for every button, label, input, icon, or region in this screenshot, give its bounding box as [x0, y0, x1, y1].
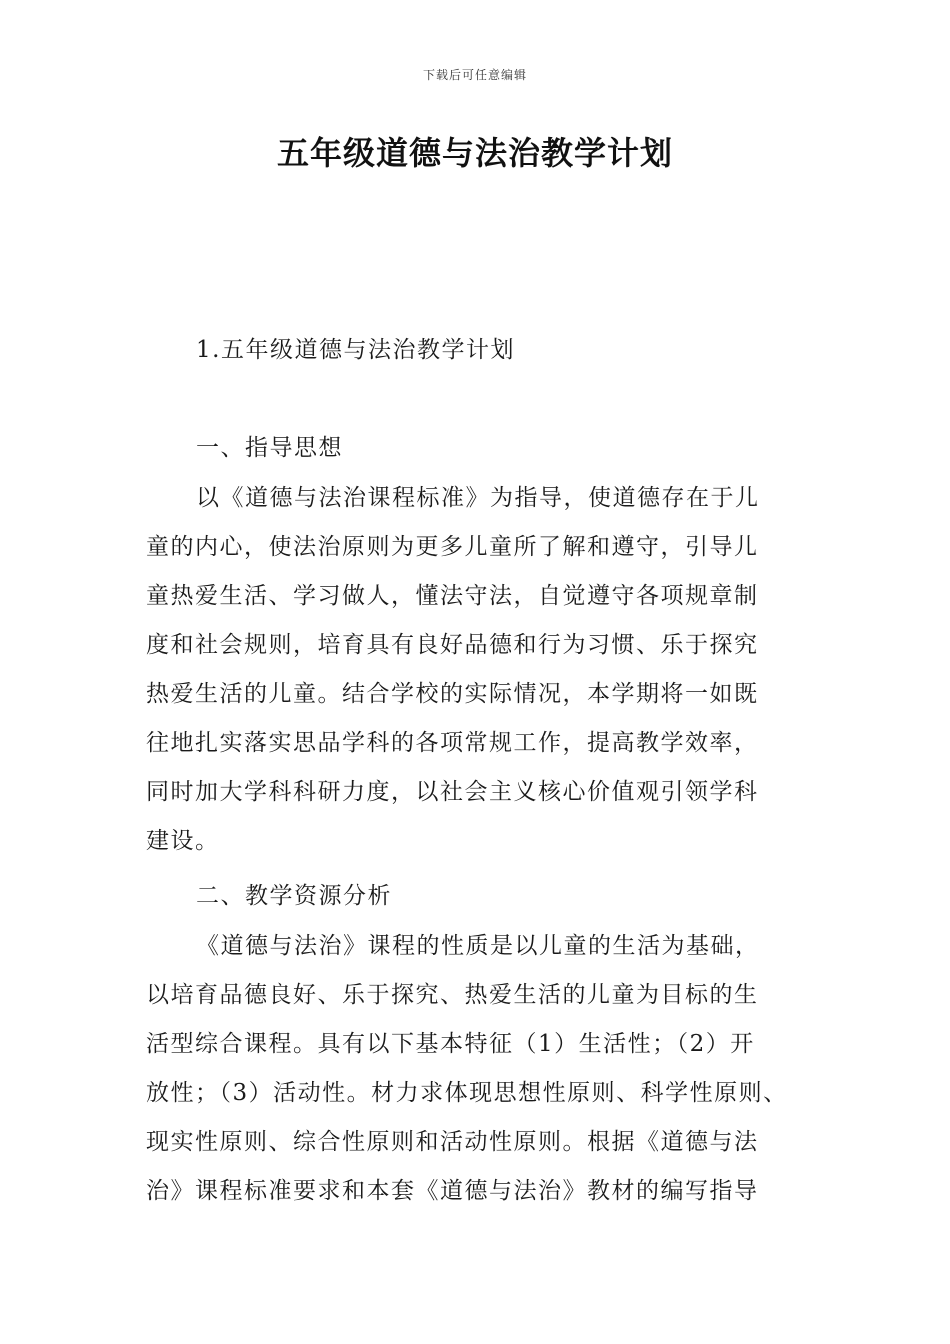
paragraph-line: 童的内心，使法治原则为更多儿童所了解和遵守，引导儿 — [146, 534, 759, 560]
paragraph-line: 活型综合课程。具有以下基本特征（1）生活性；（2）开 — [146, 1031, 755, 1057]
paragraph-line: 建设。 — [146, 828, 220, 854]
section-heading-resource-analysis: 二、教学资源分析 — [196, 883, 392, 909]
paragraph-line: 热爱生活的儿童。结合学校的实际情况，本学期将一如既 — [146, 681, 759, 707]
page-header-note: 下载后可任意编辑 — [422, 68, 527, 82]
paragraph-line: 以培育品德良好、乐于探究、热爱生活的儿童为目标的生 — [146, 982, 759, 1008]
paragraph-line: 童热爱生活、学习做人，懂法守法，自觉遵守各项规章制 — [146, 583, 759, 609]
paragraph-line: 《道德与法治》课程的性质是以儿童的生活为基础， — [196, 933, 760, 959]
section-body-resource-analysis — [146, 922, 826, 1216]
paragraph-line: 放性；（3）活动性。材力求体现思想性原则、科学性原则、 — [146, 1080, 788, 1106]
paragraph-line: 以《道德与法治课程标准》为指导，使道德存在于儿 — [196, 485, 760, 511]
document-title: 五年级道德与法治教学计划 — [276, 134, 673, 172]
paragraph-line: 治》课程标准要求和本套《道德与法治》教材的编写指导 — [146, 1178, 759, 1204]
paragraph-line: 现实性原则、综合性原则和活动性原则。根据《道德与法 — [146, 1129, 759, 1155]
document-subtitle: 1.五年级道德与法治教学计划 — [196, 337, 515, 363]
section-heading-guiding-thought: 一、指导思想 — [196, 435, 343, 461]
paragraph-line: 度和社会规则，培育具有良好品德和行为习惯、乐于探究 — [146, 632, 759, 658]
paragraph-line: 同时加大学科科研力度，以社会主义核心价值观引领学科 — [146, 779, 759, 805]
section-body-guiding-thought — [146, 474, 826, 866]
paragraph-line: 往地扎实落实思品学科的各项常规工作，提高教学效率， — [146, 730, 759, 756]
